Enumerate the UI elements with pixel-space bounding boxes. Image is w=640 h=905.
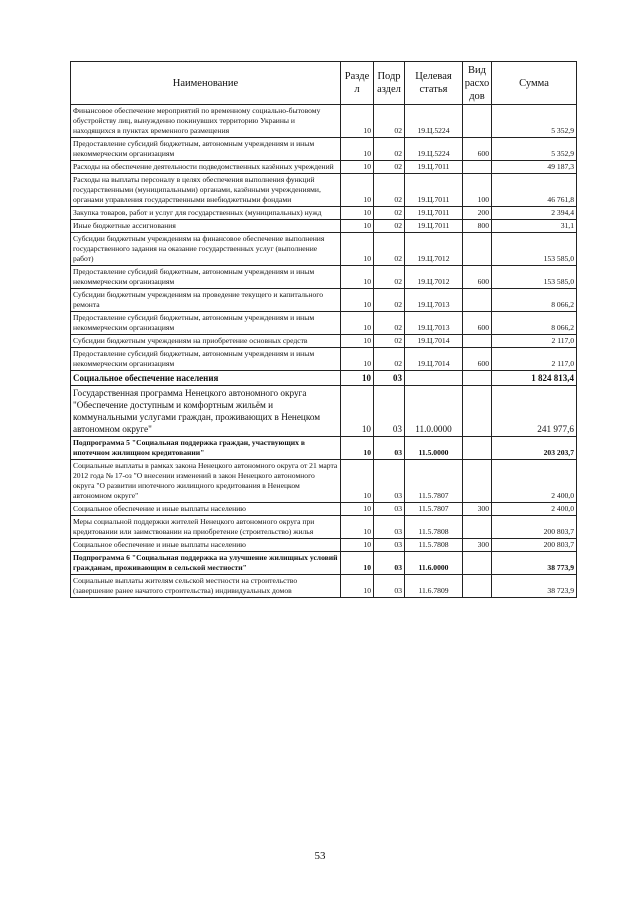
cell-name: Подпрограмма 5 "Социальная поддержка граждан, участвующих в ипотечном жилищном кредитовании" [71, 437, 341, 460]
cell-subsection: 03 [374, 460, 405, 503]
cell-target: 19.Ц.5224 [405, 105, 463, 138]
cell-subsection: 02 [374, 289, 405, 312]
cell-type: 100 [463, 174, 492, 207]
cell-section: 10 [341, 312, 374, 335]
cell-subsection: 02 [374, 266, 405, 289]
cell-name: Субсидии бюджетным учреждениям на приобретение основных средств [71, 335, 341, 348]
table-row [71, 138, 577, 161]
table-row [71, 174, 577, 207]
cell-target: 19.Ц.7011 [405, 161, 463, 174]
cell-subsection: 03 [374, 371, 405, 386]
cell-amount: 5 352,9 [492, 105, 577, 138]
table-row [71, 437, 577, 460]
cell-amount: 2 400,0 [492, 460, 577, 503]
cell-subsection: 03 [374, 386, 405, 437]
cell-section: 10 [341, 174, 374, 207]
cell-subsection: 02 [374, 233, 405, 266]
cell-type [463, 105, 492, 138]
cell-target: 11.5.7808 [405, 516, 463, 539]
table-row [71, 266, 577, 289]
cell-amount: 200 803,7 [492, 539, 577, 552]
cell-amount: 241 977,6 [492, 386, 577, 437]
cell-section: 10 [341, 539, 374, 552]
cell-section: 10 [341, 575, 374, 598]
table-row [71, 371, 577, 386]
cell-section: 10 [341, 289, 374, 312]
cell-subsection: 02 [374, 220, 405, 233]
cell-amount: 31,1 [492, 220, 577, 233]
cell-amount: 153 585,0 [492, 266, 577, 289]
cell-name: Субсидии бюджетным учреждениям на финансовое обеспечение выполнения государственного задания на оказание государственных услуг (выполнение работ) [71, 233, 341, 266]
cell-type [463, 437, 492, 460]
header-expense-type: Вид расхо дов [463, 62, 492, 105]
cell-name: Иные бюджетные ассигнования [71, 220, 341, 233]
cell-name: Субсидии бюджетным учреждениям на проведение текущего и капитального ремонта [71, 289, 341, 312]
cell-amount: 200 803,7 [492, 516, 577, 539]
cell-name: Финансовое обеспечение мероприятий по временному социально-бытовому обустройству лиц, вынужденно покинувших территорию Украины и находящихся в пунктах временного размещения [71, 105, 341, 138]
cell-section: 10 [341, 207, 374, 220]
cell-name: Предоставление субсидий бюджетным, автономным учреждениям и иным некоммерческим организациям [71, 348, 341, 371]
cell-amount: 5 352,9 [492, 138, 577, 161]
cell-subsection: 03 [374, 552, 405, 575]
table-row [71, 539, 577, 552]
table-row [71, 289, 577, 312]
cell-target: 19.Ц.7014 [405, 348, 463, 371]
cell-amount: 203 203,7 [492, 437, 577, 460]
table-row [71, 335, 577, 348]
header-subsection: Подр аздел [374, 62, 405, 105]
cell-type [463, 335, 492, 348]
cell-target [405, 371, 463, 386]
table-row [71, 207, 577, 220]
cell-name: Закупка товаров, работ и услуг для государственных (муниципальных) нужд [71, 207, 341, 220]
cell-amount: 46 761,8 [492, 174, 577, 207]
cell-amount: 153 585,0 [492, 233, 577, 266]
cell-amount: 2 400,0 [492, 503, 577, 516]
cell-type [463, 161, 492, 174]
cell-section: 10 [341, 371, 374, 386]
cell-subsection: 02 [374, 312, 405, 335]
cell-target: 11.5.7807 [405, 460, 463, 503]
page-number: 53 [314, 850, 326, 862]
cell-name: Социальное обеспечение и иные выплаты населению [71, 539, 341, 552]
cell-name: Меры социальной поддержки жителей Ненецкого автономного округа при кредитовании или заимствовании на приобретение (строительство) жилья [71, 516, 341, 539]
cell-target: 19.Ц.7013 [405, 289, 463, 312]
cell-target: 19.Ц.7014 [405, 335, 463, 348]
cell-type: 300 [463, 503, 492, 516]
cell-section: 10 [341, 138, 374, 161]
cell-section: 10 [341, 233, 374, 266]
cell-section: 10 [341, 386, 374, 437]
cell-type [463, 386, 492, 437]
cell-target: 19.Ц.7011 [405, 220, 463, 233]
cell-amount: 38 723,9 [492, 575, 577, 598]
cell-type [463, 233, 492, 266]
cell-target: 11.5.7807 [405, 503, 463, 516]
cell-amount: 1 824 813,4 [492, 371, 577, 386]
cell-section: 10 [341, 516, 374, 539]
cell-name: Государственная программа Ненецкого автономного округа "Обеспечение доступным и комфортным жильём и коммунальными услугами граждан, проживающих в Ненецком автономном округе" [71, 386, 341, 437]
cell-target: 11.6.0000 [405, 552, 463, 575]
cell-type [463, 575, 492, 598]
cell-type [463, 460, 492, 503]
cell-target: 11.5.7808 [405, 539, 463, 552]
cell-subsection: 02 [374, 348, 405, 371]
table-body [71, 105, 577, 598]
cell-amount: 2 117,0 [492, 335, 577, 348]
cell-name: Социальное обеспечение населения [71, 371, 341, 386]
header-amount: Сумма [492, 62, 577, 105]
table-row [71, 552, 577, 575]
table-row [71, 503, 577, 516]
cell-section: 10 [341, 503, 374, 516]
table-row [71, 312, 577, 335]
cell-name: Предоставление субсидий бюджетным, автономным учреждениям и иным некоммерческим организациям [71, 312, 341, 335]
cell-subsection: 02 [374, 207, 405, 220]
cell-type: 800 [463, 220, 492, 233]
table-row [71, 386, 577, 437]
cell-name: Расходы на выплаты персоналу в целях обеспечения выполнения функций государственными (муниципальными) органами, казёнными учреждениями, органами управления государственными внебюджетными фондами [71, 174, 341, 207]
table-row [71, 161, 577, 174]
cell-name: Предоставление субсидий бюджетным, автономным учреждениям и иным некоммерческим организациям [71, 266, 341, 289]
cell-target: 11.5.0000 [405, 437, 463, 460]
cell-subsection: 02 [374, 161, 405, 174]
cell-type: 200 [463, 207, 492, 220]
cell-name: Подпрограмма 6 "Социальная поддержка на улучшение жилищных условий гражданам, проживающим в сельской местности" [71, 552, 341, 575]
cell-type [463, 289, 492, 312]
cell-target: 19.Ц.7012 [405, 233, 463, 266]
cell-target: 11.0.0000 [405, 386, 463, 437]
cell-amount: 2 117,0 [492, 348, 577, 371]
cell-section: 10 [341, 437, 374, 460]
table-row [71, 460, 577, 503]
table-row [71, 220, 577, 233]
header-target: Целевая статья [405, 62, 463, 105]
cell-target: 19.Ц.7013 [405, 312, 463, 335]
cell-amount: 38 773,9 [492, 552, 577, 575]
cell-subsection: 02 [374, 335, 405, 348]
cell-section: 10 [341, 460, 374, 503]
cell-name: Расходы на обеспечение деятельности подведомственных казённых учреждений [71, 161, 341, 174]
cell-target: 19.Ц.7011 [405, 174, 463, 207]
cell-section: 10 [341, 348, 374, 371]
table-row [71, 233, 577, 266]
cell-name: Социальное обеспечение и иные выплаты населению [71, 503, 341, 516]
cell-target: 11.6.7809 [405, 575, 463, 598]
cell-type [463, 552, 492, 575]
cell-type: 600 [463, 138, 492, 161]
cell-name: Социальные выплаты жителям сельской местности на строительство (завершение ранее начатого строительства) индивидуальных домов [71, 575, 341, 598]
cell-type [463, 516, 492, 539]
cell-amount: 2 394,4 [492, 207, 577, 220]
cell-type: 600 [463, 266, 492, 289]
cell-type: 600 [463, 312, 492, 335]
cell-name: Предоставление субсидий бюджетным, автономным учреждениям и иным некоммерческим организациям [71, 138, 341, 161]
table-row [71, 575, 577, 598]
table-row [71, 516, 577, 539]
cell-subsection: 03 [374, 539, 405, 552]
cell-name: Социальные выплаты в рамках закона Ненецкого автономного округа от 21 марта 2012 года № 17-оз "О внесении изменений в закон Ненецкого автономного округа "О развитии ипотечного жилищного кредитования в Ненецком автономном округе" [71, 460, 341, 503]
cell-type: 600 [463, 348, 492, 371]
cell-subsection: 02 [374, 105, 405, 138]
cell-amount: 49 187,3 [492, 161, 577, 174]
cell-section: 10 [341, 335, 374, 348]
cell-type [463, 371, 492, 386]
table-row [71, 348, 577, 371]
table-row [71, 105, 577, 138]
cell-amount: 8 066,2 [492, 312, 577, 335]
cell-section: 10 [341, 161, 374, 174]
cell-subsection: 02 [374, 174, 405, 207]
header-section: Разде л [341, 62, 374, 105]
cell-section: 10 [341, 552, 374, 575]
cell-subsection: 03 [374, 437, 405, 460]
cell-section: 10 [341, 220, 374, 233]
cell-section: 10 [341, 105, 374, 138]
cell-section: 10 [341, 266, 374, 289]
cell-amount: 8 066,2 [492, 289, 577, 312]
cell-subsection: 03 [374, 575, 405, 598]
table-header-row [71, 62, 577, 105]
cell-target: 19.Ц.7012 [405, 266, 463, 289]
cell-target: 19.Ц.7011 [405, 207, 463, 220]
cell-type: 300 [463, 539, 492, 552]
cell-subsection: 02 [374, 138, 405, 161]
cell-target: 19.Ц.5224 [405, 138, 463, 161]
budget-table [70, 61, 577, 598]
cell-subsection: 03 [374, 503, 405, 516]
cell-subsection: 03 [374, 516, 405, 539]
header-name: Наименование [71, 62, 341, 105]
